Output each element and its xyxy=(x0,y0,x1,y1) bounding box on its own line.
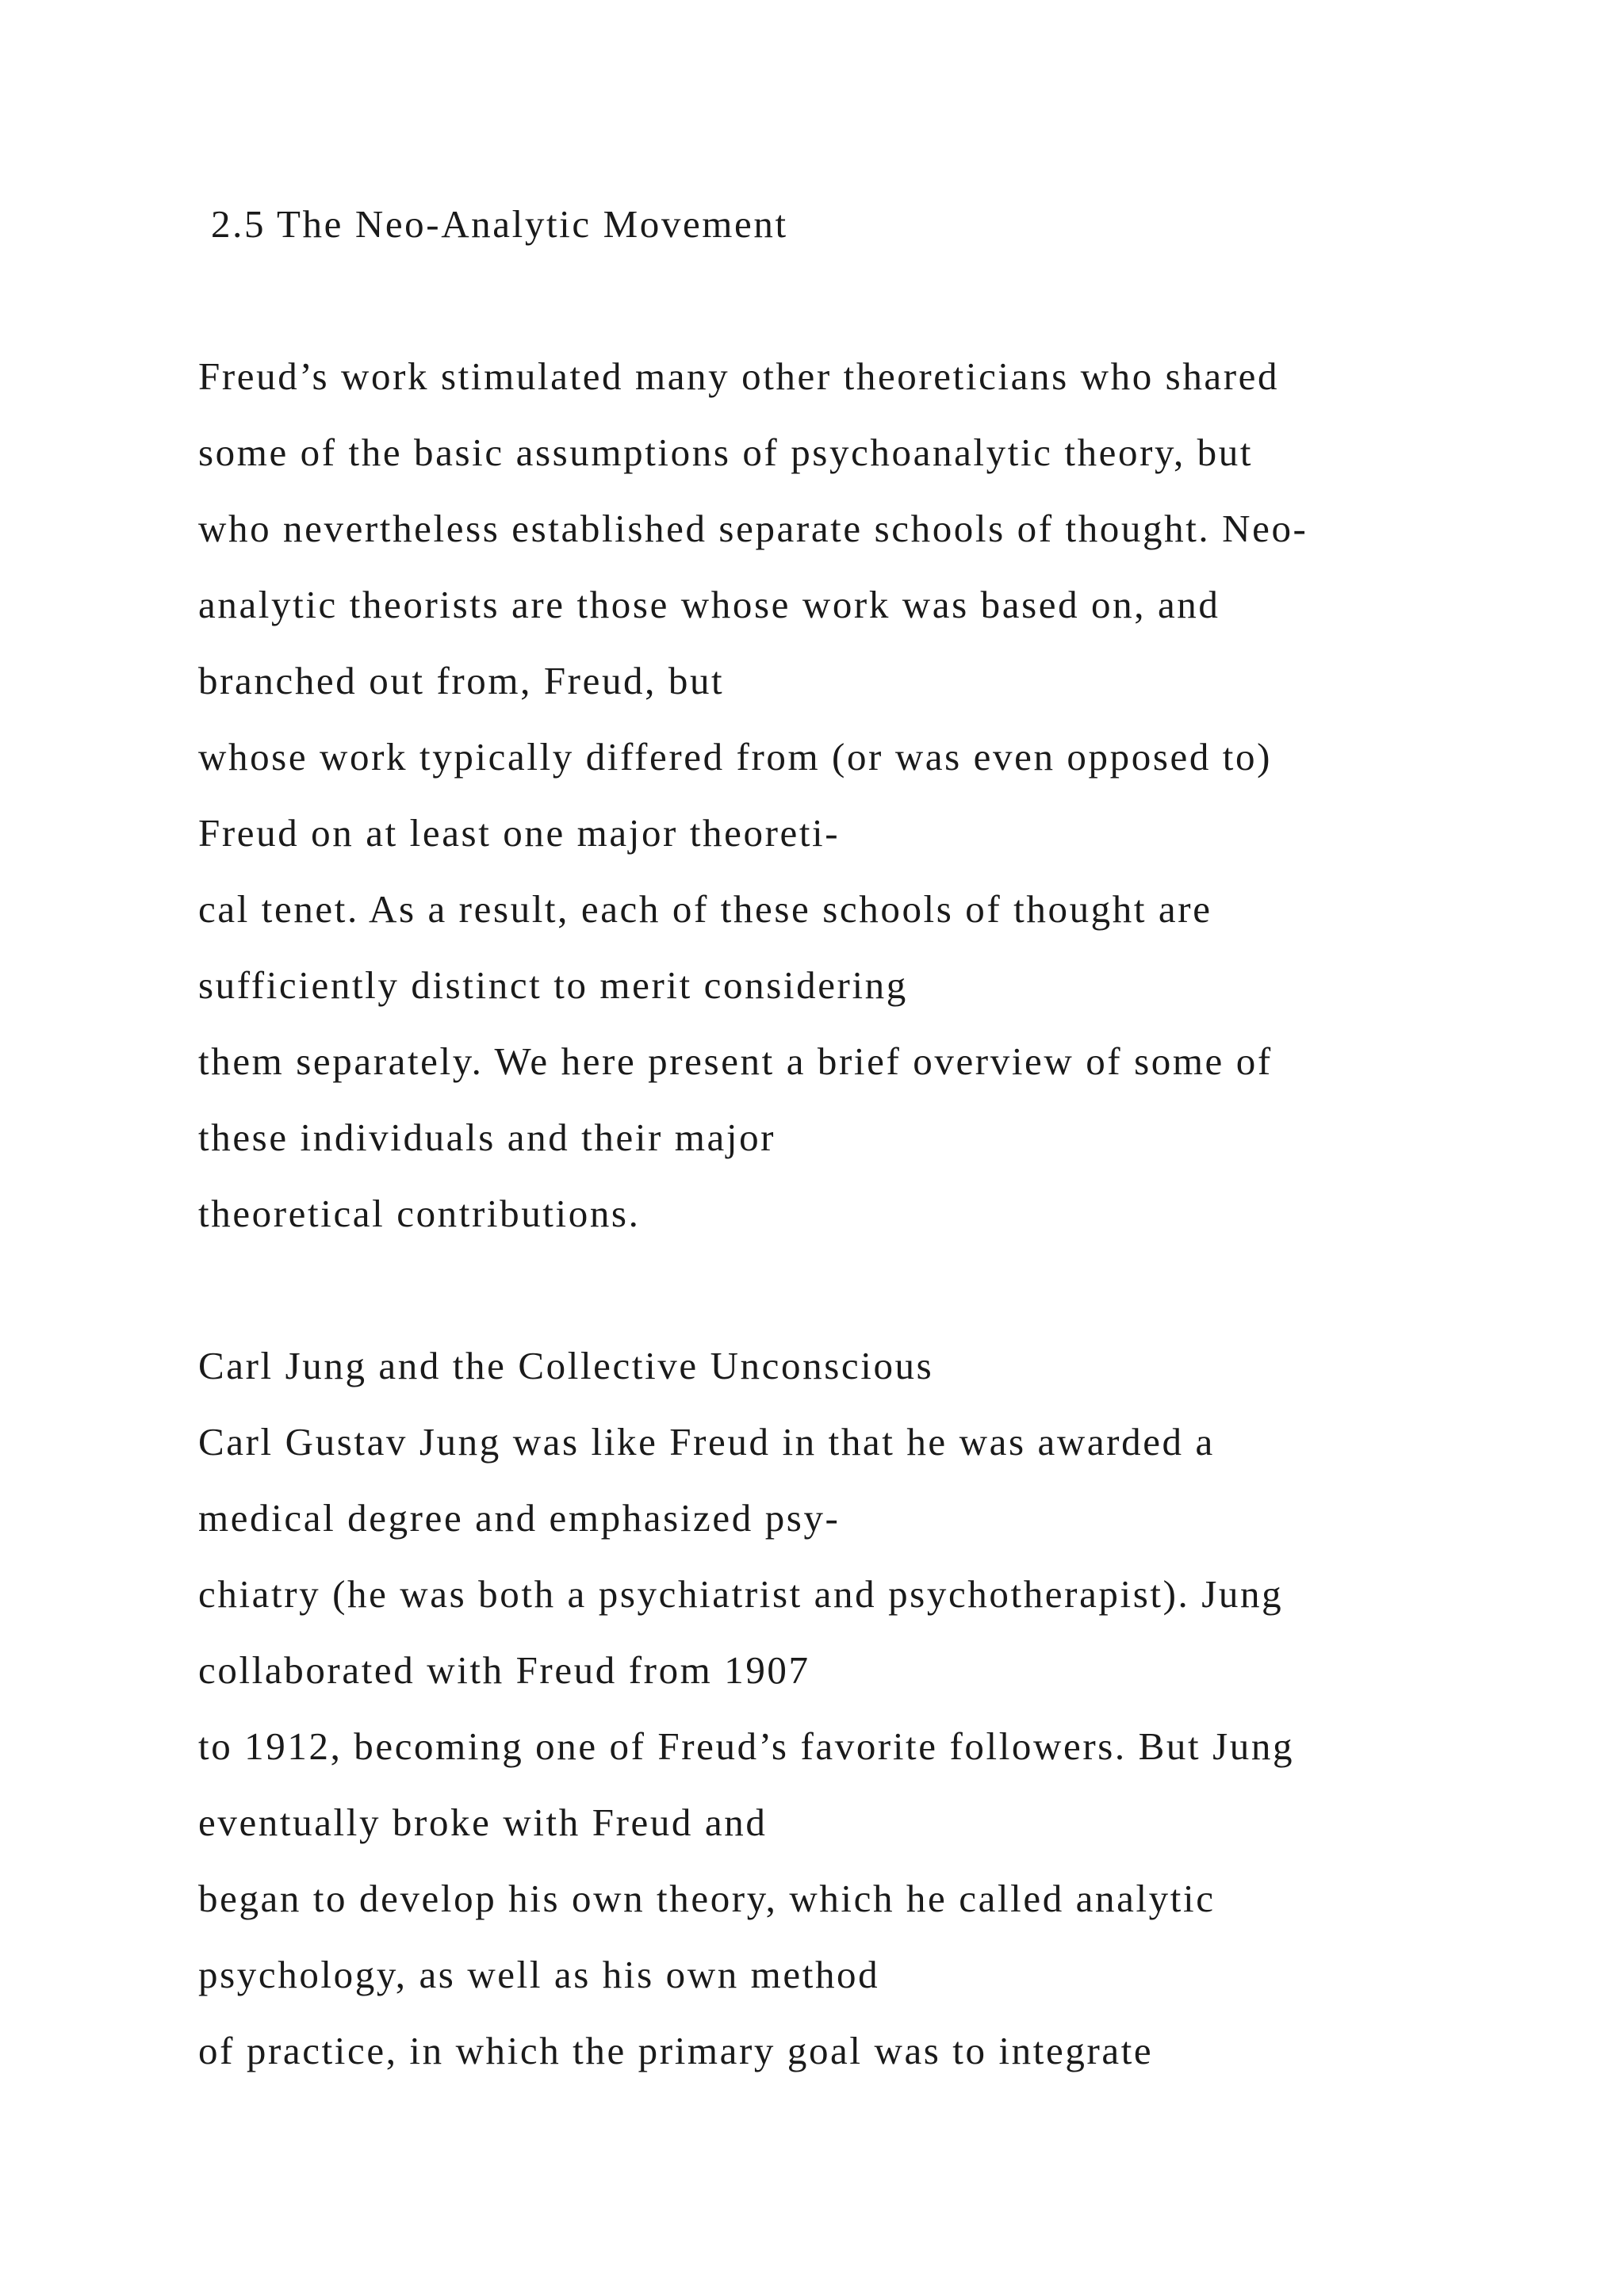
section-heading: 2.5 The Neo-Analytic Movement xyxy=(211,202,788,246)
paragraph-1-line: Freud on at least one major theoreti- xyxy=(198,811,841,855)
paragraph-1-line: whose work typically differed from (or was even opposed to) xyxy=(198,735,1273,779)
paragraph-1-line: some of the basic assumptions of psychoanalytic theory, but xyxy=(198,430,1254,474)
paragraph-2-line: to 1912, becoming one of Freud’s favorite followers. But Jung xyxy=(198,1724,1295,1768)
paragraph-1-line: these individuals and their major xyxy=(198,1115,776,1159)
paragraph-1-line: who nevertheless established separate schools of thought. Neo- xyxy=(198,507,1308,550)
subheading: Carl Jung and the Collective Unconscious xyxy=(198,1344,934,1387)
paragraph-1-line: sufficiently distinct to merit considering xyxy=(198,963,908,1007)
paragraph-2-line: Carl Gustav Jung was like Freud in that he was awarded a xyxy=(198,1420,1215,1464)
paragraph-2-line: collaborated with Freud from 1907 xyxy=(198,1648,810,1692)
paragraph-2-line: chiatry (he was both a psychiatrist and psychotherapist). Jung xyxy=(198,1572,1284,1616)
paragraph-2-line: psychology, as well as his own method xyxy=(198,1953,880,1996)
paragraph-1-line: cal tenet. As a result, each of these schools of thought are xyxy=(198,887,1212,931)
paragraph-1-line: them separately. We here present a brief overview of some of xyxy=(198,1039,1273,1083)
paragraph-2-line: medical degree and emphasized psy- xyxy=(198,1496,841,1540)
paragraph-1-line: analytic theorists are those whose work was based on, and xyxy=(198,583,1220,626)
paragraph-2-line: of practice, in which the primary goal was to integrate xyxy=(198,2029,1154,2072)
paragraph-1-line: Freud’s work stimulated many other theoreticians who shared xyxy=(198,354,1280,398)
paragraph-2-line: began to develop his own theory, which he called analytic xyxy=(198,1877,1216,1920)
paragraph-1-line: theoretical contributions. xyxy=(198,1192,641,1235)
paragraph-2-line: eventually broke with Freud and xyxy=(198,1800,768,1844)
paragraph-1-line: branched out from, Freud, but xyxy=(198,659,725,702)
